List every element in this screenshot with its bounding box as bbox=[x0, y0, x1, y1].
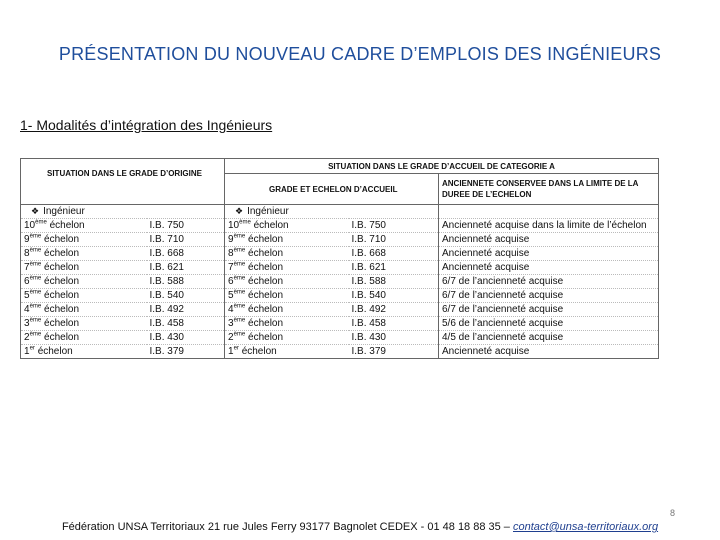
echelon-number: 1 bbox=[228, 346, 234, 357]
echelon-word: échelon bbox=[37, 346, 73, 357]
origin-echelon-cell bbox=[21, 317, 147, 331]
echelon-number: 9 bbox=[24, 234, 30, 245]
indice-brut: I.B. 588 bbox=[149, 276, 184, 287]
origin-ib-cell bbox=[147, 317, 225, 331]
indice-brut: I.B. 621 bbox=[351, 262, 386, 273]
accueil-echelon-cell bbox=[225, 275, 349, 289]
echelon-number: 4 bbox=[228, 304, 234, 315]
accueil-ib-cell bbox=[349, 275, 439, 289]
echelon-suffix: ème bbox=[233, 331, 246, 338]
anciennete-cell bbox=[439, 233, 659, 247]
grade-accueil-cell bbox=[225, 205, 439, 219]
echelon-number: 10 bbox=[24, 220, 36, 231]
indice-brut: I.B. 540 bbox=[149, 290, 184, 301]
echelon-suffix: ème bbox=[233, 233, 246, 240]
echelon-word: échelon bbox=[253, 220, 289, 231]
table-row bbox=[21, 317, 659, 331]
accueil-ib-cell bbox=[349, 289, 439, 303]
echelon-suffix: ème bbox=[233, 289, 246, 296]
echelon-number: 7 bbox=[24, 262, 30, 273]
grade-origin-cell bbox=[21, 205, 225, 219]
echelon-word: échelon bbox=[248, 332, 284, 343]
footer bbox=[0, 521, 720, 533]
echelon-word: échelon bbox=[44, 332, 80, 343]
accueil-ib-cell bbox=[349, 233, 439, 247]
echelon-suffix: er bbox=[233, 345, 239, 352]
accueil-ib-cell bbox=[349, 331, 439, 345]
header-grade-echelon: GRADE ET ECHELON D’ACCUEIL bbox=[225, 174, 439, 205]
slide-title: PRÉSENTATION DU NOUVEAU CADRE D’EMPLOIS DES INGÉNIEURS bbox=[58, 44, 662, 64]
indice-brut: I.B. 430 bbox=[149, 332, 184, 343]
echelon-number: 7 bbox=[228, 262, 234, 273]
diamond-bullet-icon: ❖ bbox=[235, 206, 244, 216]
echelon-word: échelon bbox=[44, 304, 80, 315]
table-row bbox=[21, 233, 659, 247]
origin-ib-cell bbox=[147, 233, 225, 247]
accueil-echelon-cell bbox=[225, 219, 349, 233]
anciennete-cell bbox=[439, 317, 659, 331]
anciennete-text: Ancienneté acquise bbox=[442, 346, 530, 357]
anciennete-cell bbox=[439, 331, 659, 345]
accueil-ib-cell bbox=[349, 247, 439, 261]
echelon-word: échelon bbox=[241, 346, 277, 357]
echelon-number: 6 bbox=[228, 276, 234, 287]
echelon-suffix: ème bbox=[29, 303, 42, 310]
accueil-ib-cell bbox=[349, 345, 439, 359]
echelon-word: échelon bbox=[44, 318, 80, 329]
echelon-suffix: ème bbox=[29, 331, 42, 338]
echelon-word: échelon bbox=[44, 248, 80, 259]
origin-ib-cell bbox=[147, 261, 225, 275]
echelon-word: échelon bbox=[49, 220, 85, 231]
echelon-word: échelon bbox=[44, 290, 80, 301]
table-row bbox=[21, 345, 659, 359]
section-subtitle: 1- Modalités d’intégration des Ingénieurs bbox=[20, 117, 273, 133]
echelon-number: 3 bbox=[228, 318, 234, 329]
indice-brut: I.B. 750 bbox=[351, 220, 386, 231]
origin-echelon-cell bbox=[21, 233, 147, 247]
indice-brut: I.B. 458 bbox=[351, 318, 386, 329]
anciennete-cell bbox=[439, 261, 659, 275]
echelon-suffix: ème bbox=[233, 317, 246, 324]
accueil-echelon-cell bbox=[225, 331, 349, 345]
indice-brut: I.B. 710 bbox=[149, 234, 184, 245]
origin-ib-cell bbox=[147, 303, 225, 317]
origin-ib-cell bbox=[147, 289, 225, 303]
anciennete-cell bbox=[439, 345, 659, 359]
anciennete-text: 4/5 de l’ancienneté acquise bbox=[442, 332, 564, 343]
indice-brut: I.B. 588 bbox=[351, 276, 386, 287]
grade-accueil-label: Ingénieur bbox=[247, 206, 289, 217]
echelon-suffix: ème bbox=[233, 261, 246, 268]
integration-table bbox=[20, 158, 659, 359]
indice-brut: I.B. 492 bbox=[351, 304, 386, 315]
echelon-suffix: er bbox=[29, 345, 35, 352]
table-row bbox=[21, 219, 659, 233]
table-row bbox=[21, 275, 659, 289]
accueil-ib-cell bbox=[349, 261, 439, 275]
origin-ib-cell bbox=[147, 275, 225, 289]
indice-brut: I.B. 621 bbox=[149, 262, 184, 273]
echelon-suffix: ème bbox=[233, 303, 246, 310]
echelon-suffix: ème bbox=[35, 219, 47, 226]
anciennete-cell bbox=[439, 219, 659, 233]
origin-ib-cell bbox=[147, 345, 225, 359]
origin-echelon-cell bbox=[21, 331, 147, 345]
anciennete-text: Ancienneté acquise bbox=[442, 262, 530, 273]
anciennete-text: 5/6 de l’ancienneté acquise bbox=[442, 318, 564, 329]
echelon-suffix: ème bbox=[29, 275, 42, 282]
table-row bbox=[21, 261, 659, 275]
echelon-word: échelon bbox=[248, 234, 284, 245]
echelon-number: 6 bbox=[24, 276, 30, 287]
indice-brut: I.B. 540 bbox=[351, 290, 386, 301]
echelon-suffix: ème bbox=[233, 247, 246, 254]
indice-brut: I.B. 379 bbox=[351, 346, 386, 357]
header-anciennete: ANCIENNETE CONSERVEE DANS LA LIMITE DE LA DUREE DE L’ECHELON bbox=[439, 174, 659, 205]
echelon-number: 10 bbox=[228, 220, 240, 231]
anciennete-text: 6/7 de l’ancienneté acquise bbox=[442, 290, 564, 301]
footer-text: Fédération UNSA Territoriaux 21 rue Jules Ferry 93177 Bagnolet CEDEX - 01 48 18 88 35 – bbox=[61, 521, 513, 533]
indice-brut: I.B. 492 bbox=[149, 304, 184, 315]
accueil-echelon-cell bbox=[225, 303, 349, 317]
origin-ib-cell bbox=[147, 219, 225, 233]
echelon-number: 3 bbox=[24, 318, 30, 329]
anciennete-text: Ancienneté acquise dans la limite de l’échelon bbox=[442, 220, 647, 231]
origin-ib-cell bbox=[147, 247, 225, 261]
accueil-echelon-cell bbox=[225, 247, 349, 261]
indice-brut: I.B. 750 bbox=[149, 220, 184, 231]
anciennete-cell bbox=[439, 275, 659, 289]
accueil-ib-cell bbox=[349, 303, 439, 317]
accueil-echelon-cell bbox=[225, 233, 349, 247]
diamond-bullet-icon: ❖ bbox=[31, 206, 40, 216]
echelon-number: 9 bbox=[228, 234, 234, 245]
echelon-word: échelon bbox=[248, 304, 284, 315]
echelon-suffix: ème bbox=[29, 261, 42, 268]
indice-brut: I.B. 668 bbox=[351, 248, 386, 259]
echelon-word: échelon bbox=[248, 276, 284, 287]
origin-echelon-cell bbox=[21, 303, 147, 317]
accueil-echelon-cell bbox=[225, 317, 349, 331]
indice-brut: I.B. 430 bbox=[351, 332, 386, 343]
echelon-suffix: ème bbox=[29, 247, 42, 254]
echelon-number: 4 bbox=[24, 304, 30, 315]
anciennete-text: 6/7 de l’ancienneté acquise bbox=[442, 276, 564, 287]
anciennete-cell bbox=[439, 303, 659, 317]
origin-echelon-cell bbox=[21, 275, 147, 289]
echelon-word: échelon bbox=[248, 318, 284, 329]
echelon-word: échelon bbox=[248, 248, 284, 259]
accueil-ib-cell bbox=[349, 317, 439, 331]
echelon-number: 1 bbox=[24, 346, 30, 357]
echelon-suffix: ème bbox=[29, 289, 42, 296]
page-number: 8 bbox=[670, 508, 676, 518]
anciennete-cell bbox=[439, 247, 659, 261]
origin-echelon-cell bbox=[21, 345, 147, 359]
header-origin: SITUATION DANS LE GRADE D’ORIGINE bbox=[21, 159, 225, 205]
table-row bbox=[21, 289, 659, 303]
echelon-suffix: ème bbox=[29, 233, 42, 240]
echelon-number: 2 bbox=[228, 332, 234, 343]
origin-echelon-cell bbox=[21, 289, 147, 303]
echelon-number: 8 bbox=[228, 248, 234, 259]
table-row bbox=[21, 247, 659, 261]
header-accueil: SITUATION DANS LE GRADE D’ACCUEIL DE CATEGORIE A bbox=[225, 159, 659, 174]
echelon-word: échelon bbox=[44, 262, 80, 273]
accueil-ib-cell bbox=[349, 219, 439, 233]
echelon-suffix: ème bbox=[233, 275, 246, 282]
echelon-suffix: ème bbox=[239, 219, 251, 226]
anciennete-text: 6/7 de l’ancienneté acquise bbox=[442, 304, 564, 315]
table-row bbox=[21, 303, 659, 317]
table-row bbox=[21, 331, 659, 345]
accueil-echelon-cell bbox=[225, 261, 349, 275]
echelon-number: 2 bbox=[24, 332, 30, 343]
echelon-suffix: ème bbox=[29, 317, 42, 324]
echelon-word: échelon bbox=[44, 276, 80, 287]
echelon-number: 5 bbox=[228, 290, 234, 301]
origin-echelon-cell bbox=[21, 247, 147, 261]
footer-email-link[interactable]: contact@unsa-territoriaux.org bbox=[513, 521, 659, 533]
indice-brut: I.B. 668 bbox=[149, 248, 184, 259]
integration-table-wrapper bbox=[20, 158, 658, 359]
echelon-number: 5 bbox=[24, 290, 30, 301]
echelon-word: échelon bbox=[248, 290, 284, 301]
accueil-echelon-cell bbox=[225, 289, 349, 303]
echelon-word: échelon bbox=[44, 234, 80, 245]
anciennete-text: Ancienneté acquise bbox=[442, 248, 530, 259]
grade-origin-label: Ingénieur bbox=[43, 206, 85, 217]
origin-echelon-cell bbox=[21, 219, 147, 233]
indice-brut: I.B. 458 bbox=[149, 318, 184, 329]
accueil-echelon-cell bbox=[225, 345, 349, 359]
indice-brut: I.B. 710 bbox=[351, 234, 386, 245]
anciennete-text: Ancienneté acquise bbox=[442, 234, 530, 245]
echelon-number: 8 bbox=[24, 248, 30, 259]
anciennete-cell bbox=[439, 289, 659, 303]
indice-brut: I.B. 379 bbox=[149, 346, 184, 357]
echelon-word: échelon bbox=[248, 262, 284, 273]
origin-echelon-cell bbox=[21, 261, 147, 275]
origin-ib-cell bbox=[147, 331, 225, 345]
